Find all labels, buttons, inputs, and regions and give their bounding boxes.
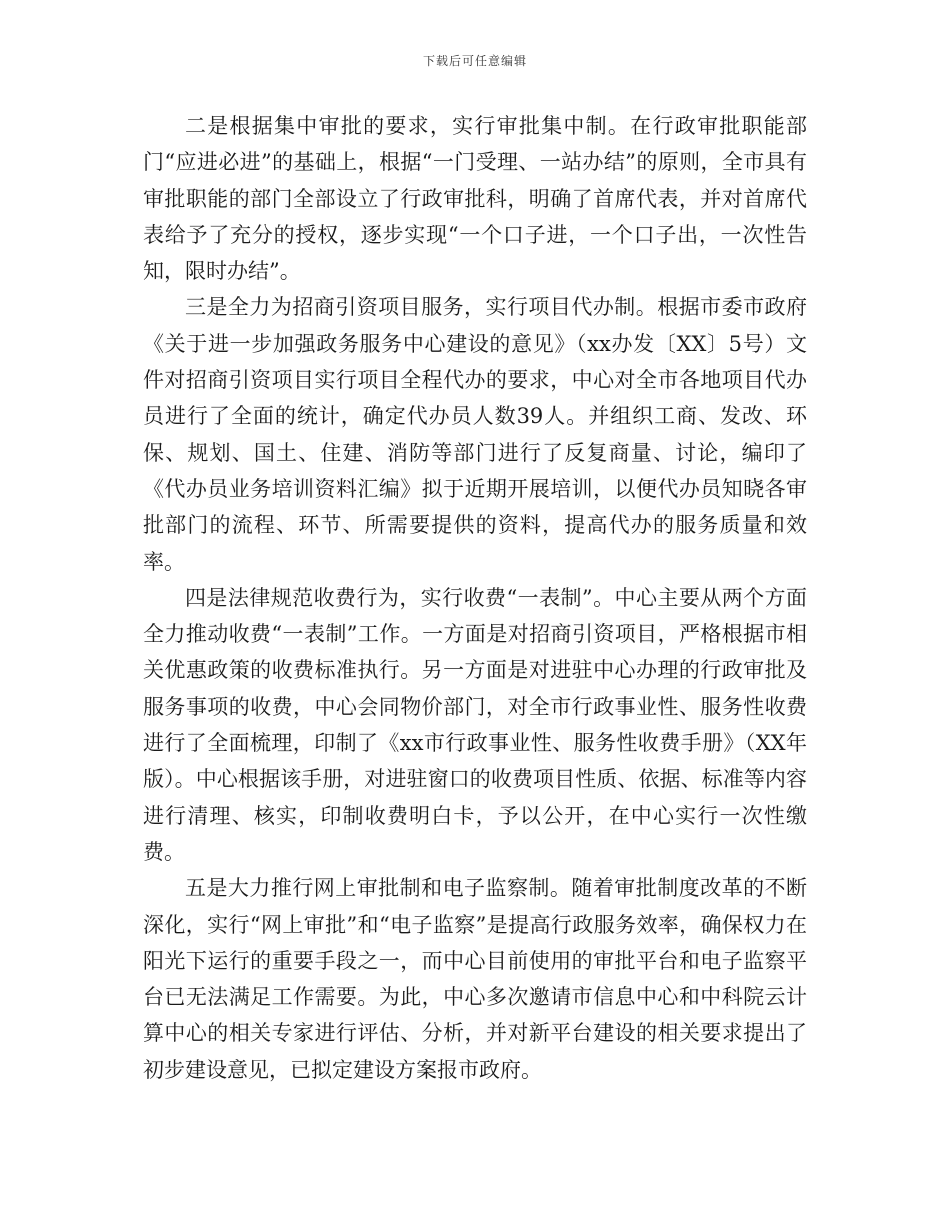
paragraph-centralized-approval: 二是根据集中审批的要求，实行审批集中制。在行政审批职能部门“应进必进”的基础上，根据“一门受理、一站办结”的原则，全市具有审批职能的部门全部设立了行政审批科，明确了首席代表，并对首席代表给予了充分的授权，逐步实现“一个口子进，一个口子出，一次性告知，限时办结”。 [143,114,807,284]
paragraph-online-approval: 五是大力推行网上审批制和电子监察制。随着审批制度改革的不断深化，实行“网上审批”和“电子监察”是提高行政服务效率，确保权力在阳光下运行的重要手段之一，而中心目前使用的审批平台和电子监察平台已无法满足工作需要。为此，中心多次邀请市信息中心和中科院云计算中心的相关专家进行评估、分析，并对新平台建设的相关要求提出了初步建设意见，已拟定建设方案报市政府。 [143,876,807,1082]
document-body [143,108,807,1088]
paragraph-project-agency: 三是全力为招商引资项目服务，实行项目代办制。根据市委市政府《关于进一步加强政务服务中心建设的意见》（xx办发〔XX〕5号）文件对招商引资项目实行项目全程代办的要求，中心对全市各地项目代办员进行了全面的统计，确定代办员人数39人。并组织工商、发改、环保、规划、国土、住建、消防等部门进行了反复商量、讨论，编印了《代办员业务培训资料汇编》拟于近期开展培训，以便代办员知晓各审批部门的流程、环节、所需要提供的资料，提高代办的服务质量和效率。 [143,295,807,574]
page-header: 下载后可任意编辑 [422,54,527,68]
paragraph-fee-regulation: 四是法律规范收费行为，实行收费“一表制”。中心主要从两个方面全力推动收费“一表制”工作。一方面是对招商引资项目，严格根据市相关优惠政策的收费标准执行。另一方面是对进驻中心办理的行政审批及服务事项的收费，中心会同物价部门，对全市行政事业性、服务性收费进行了全面梳理，印制了《xx市行政事业性、服务性收费手册》（XX年版）。中心根据该手册，对进驻窗口的收费项目性质、依据、标准等内容进行清理、核实，印制收费明白卡，予以公开，在中心实行一次性缴费。 [143,585,807,864]
